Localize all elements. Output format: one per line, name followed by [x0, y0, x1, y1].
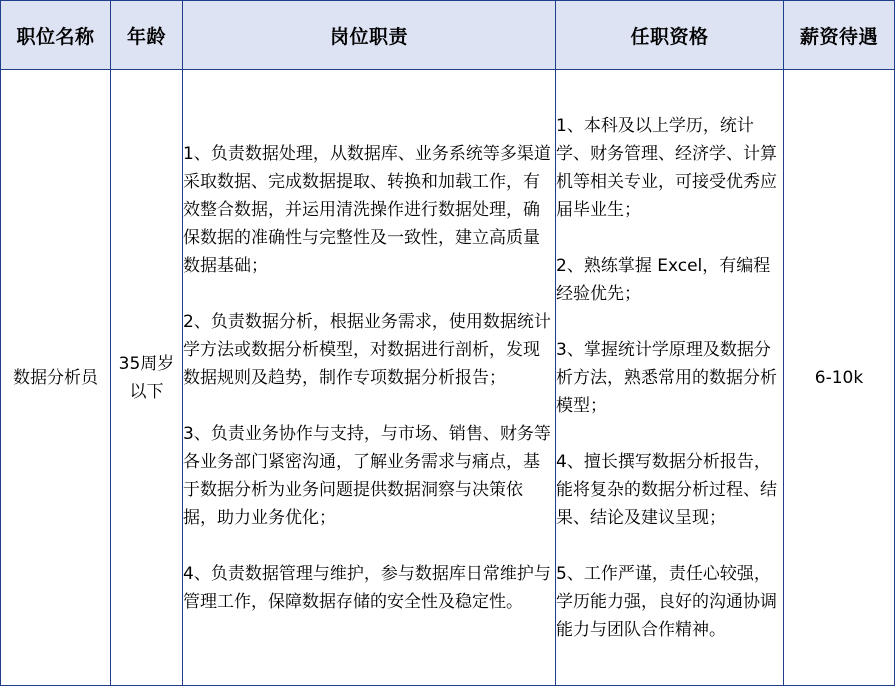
header-qualifications: 任职资格	[556, 1, 784, 70]
qualification-item-3: 3、掌握统计学原理及数据分析方法，熟悉常用的数据分析模型；	[556, 339, 777, 416]
header-duties: 岗位职责	[183, 1, 556, 70]
cell-qualifications	[556, 70, 784, 686]
duty-item-1: 1、负责数据处理，从数据库、业务系统等多渠道采取数据、完成数据提取、转换和加载工作，有效整合数据，并运用清洗操作进行数据处理，确保数据的准确性与完整性及一致性，建立高质量数据基础；	[183, 143, 551, 276]
qualification-item-4: 4、擅长撰写数据分析报告，能将复杂的数据分析过程、结果、结论及建议呈现；	[556, 451, 777, 528]
cell-salary: 6-10k	[784, 70, 895, 686]
cell-age	[111, 70, 183, 686]
table-row	[1, 70, 895, 686]
qualification-item-2: 2、熟练掌握 Excel，有编程经验优先；	[556, 255, 771, 304]
age-line-2: 以下	[129, 381, 164, 402]
duty-item-2: 2、负责数据分析，根据业务需求，使用数据统计学方法或数据分析模型，对数据进行剖析，发现数据规则及趋势，制作专项数据分析报告；	[183, 311, 551, 388]
qualification-item-5: 5、工作严谨，责任心较强，学历能力强，良好的沟通协调能力与团队合作精神。	[556, 563, 777, 640]
header-title: 职位名称	[1, 1, 111, 70]
cell-duties	[183, 70, 556, 686]
cell-job-title: 数据分析员	[1, 70, 111, 686]
qualification-item-1: 1、本科及以上学历，统计学、财务管理、经济学、计算机等相关专业，可接受优秀应届毕业生；	[556, 115, 777, 220]
header-salary: 薪资待遇	[784, 1, 895, 70]
duty-item-4: 4、负责数据管理与维护，参与数据库日常维护与管理工作，保障数据存储的安全性及稳定性。	[183, 563, 551, 612]
header-age: 年龄	[111, 1, 183, 70]
header-row	[1, 1, 895, 70]
age-line-1: 35周岁	[118, 353, 175, 374]
duty-item-3: 3、负责业务协作与支持，与市场、销售、财务等各业务部门紧密沟通，了解业务需求与痛点，基于数据分析为业务问题提供数据洞察与决策依据，助力业务优化；	[183, 423, 551, 528]
